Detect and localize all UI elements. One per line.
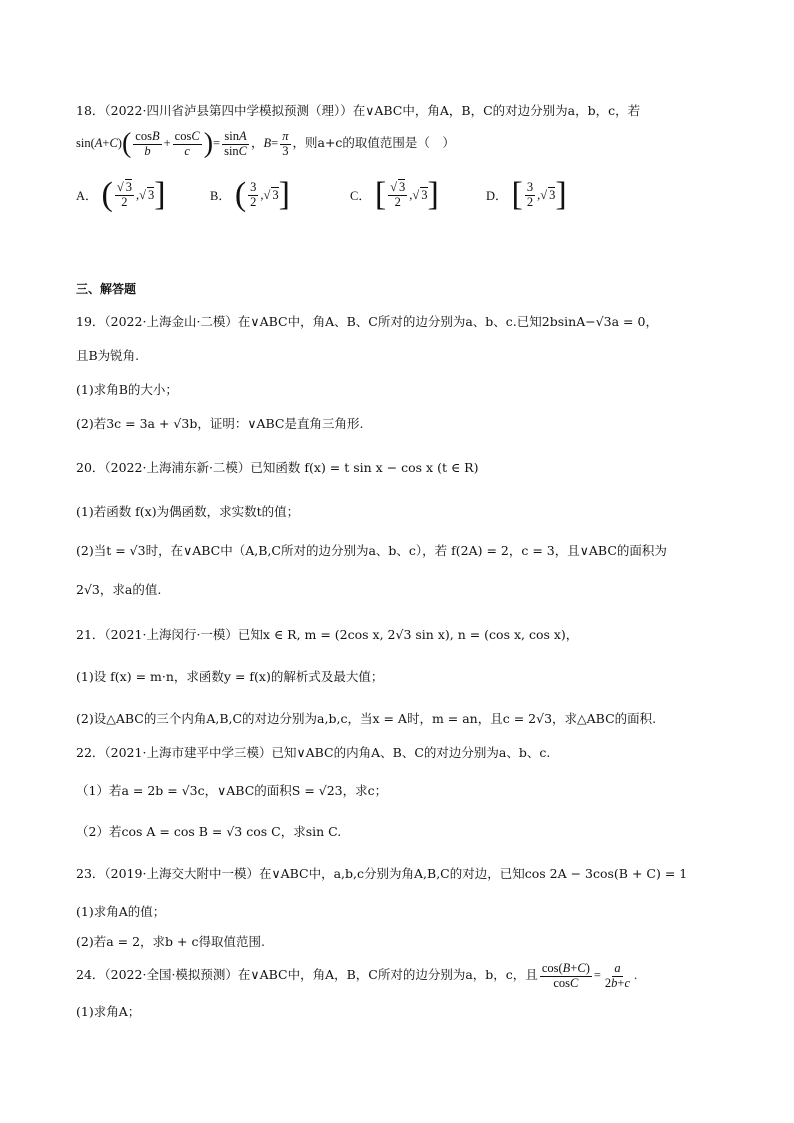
q18-choice-a[interactable]: A． ( $\frac{√ 3}{2}$ ,√ 3 ] [76,176,166,213]
q18-line2-tail: ，则a+c的取值范围是（ ） [292,135,455,151]
q24-formula: $\frac{\cos(B+C)}{\cos C}$ = $\frac{a}{2b+c}$ . [541,960,638,990]
q24-line1 [76,961,637,990]
q18-choice-b[interactable]: B． ( $\frac{3}{2}$ ,√ 3 ] [210,176,290,213]
q24-line2: (1)求角A； [76,1004,141,1019]
q23-line3: (2)若a = 2，求b + c得取值范围. [76,934,265,949]
q19-line3: (1)求角B的大小； [76,382,178,397]
q19-line1: 19．（2022·上海金山·二模）在∨ABC中，角A、B、C所对的边分别为a、b、c.已知2bsinA−√3a = 0， [76,314,658,329]
section-title: 三、解答题 [76,282,137,296]
q18-line1: 18．（2022·四川省泸县第四中学模拟预测（理））在∨ABC中，角A，B，C的对边分别为a，b，c，若 [76,103,641,118]
q22-line2: （1）若a = 2b = √3c，∨ABC的面积S = √23，求c； [76,783,388,798]
q18-choice-c[interactable]: C． [ $\frac{√ 3}{2}$ ,√ 3 ] [350,176,439,213]
q21-line3: (2)设△ABC的三个内角A,B,C的对边分别为a,b,c，当x = A时，m = an，且c = 2√3，求△ABC的面积. [76,711,657,726]
q18-formula: sin(A+C)( $\frac{\cos B}{b}$ + $\frac{\cos C}{c}$ )= $\frac{\sin A}{\sin C}$ ，B= $\frac{\pi}{3}$ [76,128,289,160]
q22-line1: 22．（2021·上海市建平中学三模）已知∨ABC的内角A、B、C的对边分别为a、b、c. [76,745,551,760]
q20-line2: (1)若函数 f(x)为偶函数，求实数t的值； [76,504,300,519]
q24-line1-head: 24．（2022·全国·模拟预测）在∨ABC中，角A，B，C所对的边分别为a，b，c，且 [76,967,538,982]
q20-line1: 20．（2022·上海浦东新·二模）已知函数 f(x) = t sin x − cos x (t ∈ R) [76,460,479,475]
q20-line3: (2)当t = √3时，在∨ABC中（A,B,C所对的边分别为a、b、c），若 f(2A) = 2，c = 3，且∨ABC的面积为 [76,543,667,558]
q19-line2: 且B为锐角. [76,348,140,363]
q18-choice-d[interactable]: D． [ $\frac{3}{2}$ ,√ 3 ] [486,176,567,213]
q23-line1: 23．（2019·上海交大附中一模）在∨ABC中，a,b,c分别为角A,B,C的对边，已知cos 2A − 3cos(B + C) = 1 [76,866,688,881]
q22-line3: （2）若cos A = cos B = √3 cos C，求sin C. [76,824,342,839]
q21-line2: (1)设 f(x) = m·n，求函数y = f(x)的解析式及最大值； [76,669,384,684]
q19-line4: (2)若3c = 3a + √3b，证明：∨ABC是直角三角形. [76,416,364,431]
q18-line2 [76,130,455,159]
q21-line1: 21．（2021·上海闵行·一模）已知x ∈ R, m = (2cos x, 2√3 sin x), n = (cos x, cos x)， [76,627,579,642]
q20-line4: 2√3，求a的值. [76,582,162,597]
q23-line2: (1)求角A的值； [76,904,166,919]
